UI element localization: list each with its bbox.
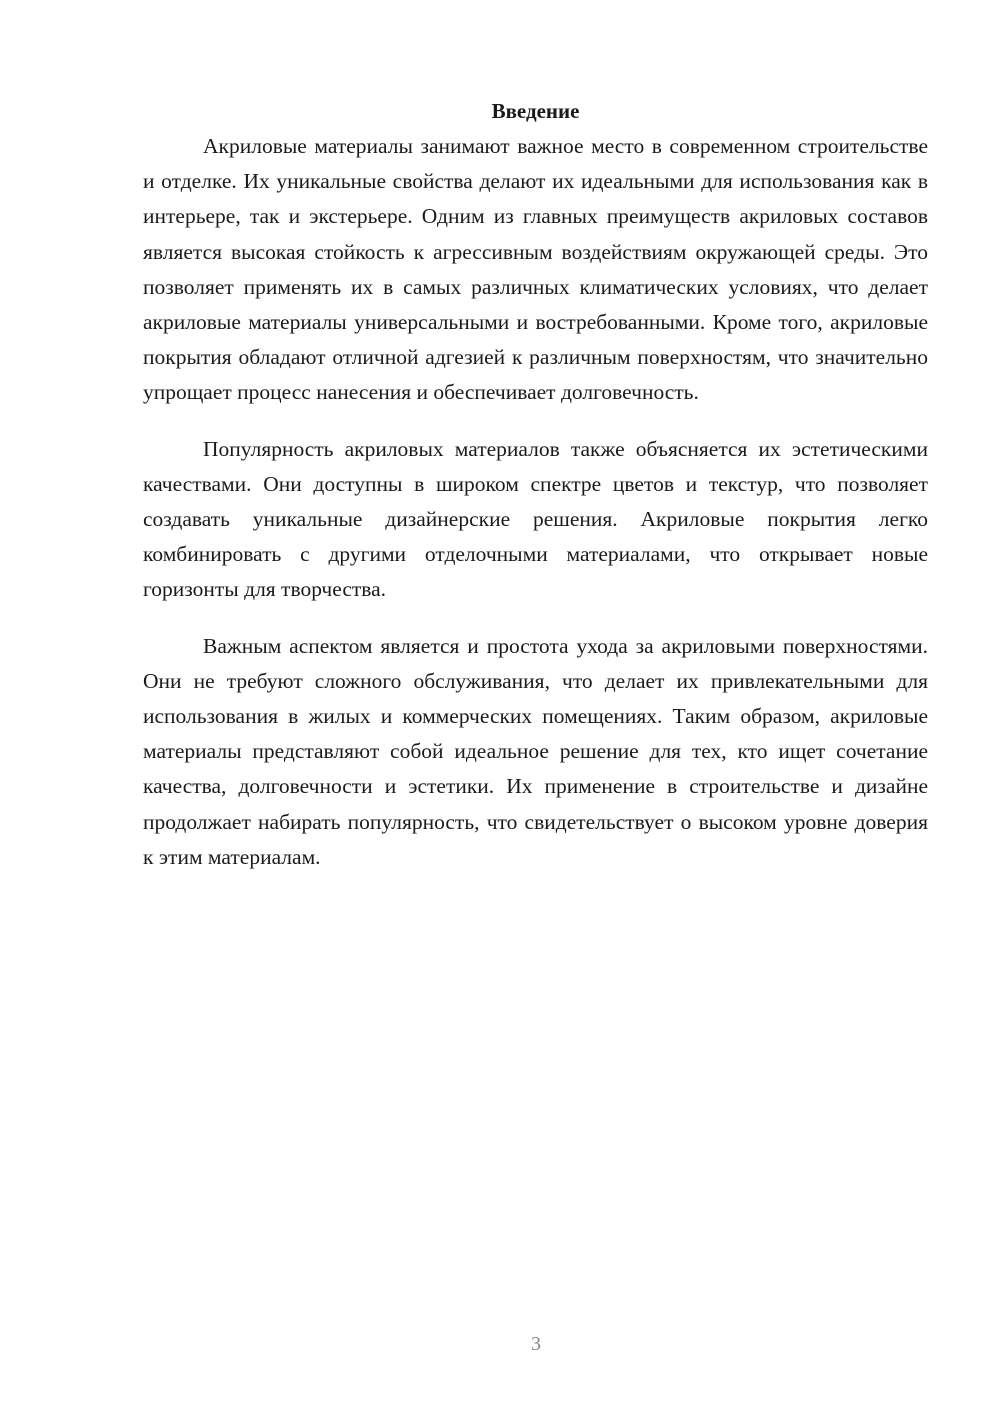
paragraph-2: Популярность акриловых материалов также объясняется их эстетическими качествами. Они доступны в широком спектре цветов и текстур, что позволяет создавать уникальные дизайнерские решения. Акриловые покрытия легко комбинировать с другими отделочными материалами, что открывает новые горизонты для творчества. (143, 436, 928, 602)
page-number: 3 (531, 1333, 541, 1355)
page-content (143, 94, 928, 875)
paragraph-3: Важным аспектом является и простота ухода за акриловыми поверхностями. Они не требуют сложного обслуживания, что делает их привлекательными для использования в жилых и коммерческих помещениях. Таким образом, акриловые материалы представляют собой идеальное решение для тех, кто ищет сочетание качества, долговечности и эстетики. Их применение в строительстве и дизайне продолжает набирать популярность, что свидетельствует о высоком уровне доверия к этим материалам. (143, 633, 928, 869)
paragraph-1: Акриловые материалы занимают важное место в современном строительстве и отделке. Их уникальные свойства делают их идеальными для использования как в интерьере, так и экстерьере. Одним из главных преимуществ акриловых составов является высокая стойкость к агрессивным воздействиям окружающей среды. Это позволяет применять их в самых различных климатических условиях, что делает акриловые материалы универсальными и востребованными. Кроме того, акриловые покрытия обладают отличной адгезией к различным поверхностям, что значительно упрощает процесс нанесения и обеспечивает долговечность. (143, 134, 928, 405)
section-heading: Введение (491, 99, 580, 123)
